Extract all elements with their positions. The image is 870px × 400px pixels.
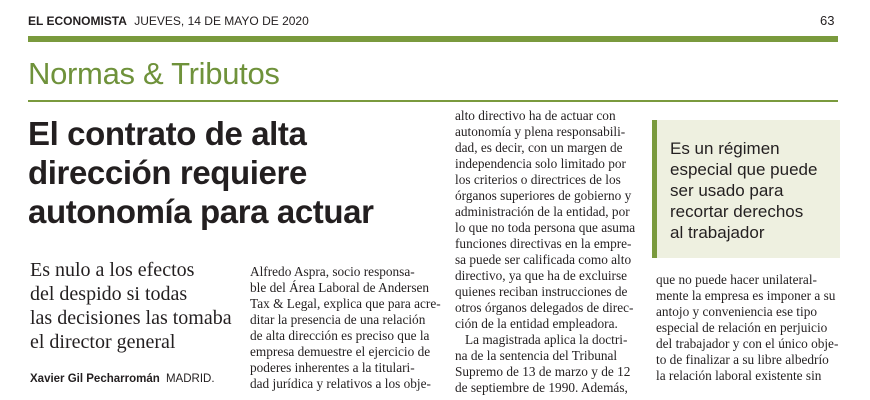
column-line: especial de relación en perjuicio xyxy=(656,320,828,335)
column-line: poderes inherentes a la titulari- xyxy=(250,360,415,375)
article-column-3 xyxy=(656,272,840,384)
page-number: 63 xyxy=(820,13,835,28)
headline-line: autonomía para actuar xyxy=(28,193,374,230)
column-line: empresa demuestre el ejercicio de xyxy=(250,344,431,359)
column-line: mente la empresa es imponer a su xyxy=(656,288,836,303)
header-rule xyxy=(28,36,838,42)
page-header xyxy=(28,14,309,28)
pull-quote-text xyxy=(670,138,817,243)
headline xyxy=(28,114,428,231)
column-line: sa puede ser calificada como alto xyxy=(455,252,632,267)
headline-line: dirección requiere xyxy=(28,154,307,191)
subheadline-line: Es nulo a los efectos xyxy=(30,259,195,281)
column-line: ción de la entidad empleadora. xyxy=(455,316,618,331)
publication-date: JUEVES, 14 DE MAYO DE 2020 xyxy=(134,14,309,28)
byline-author: Xavier Gil Pecharromán xyxy=(30,373,160,385)
column-line: administración de la entidad, por xyxy=(455,204,630,219)
pull-quote-line: recortar derechos xyxy=(670,202,804,221)
column-line: autonomía y plena responsabili- xyxy=(455,124,626,139)
subheadline xyxy=(30,258,240,354)
column-line: antojo y conveniencia ese tipo xyxy=(656,304,817,319)
column-line: otros órganos delegados de direc- xyxy=(455,300,634,315)
pull-quote-line: ser usado para xyxy=(670,181,784,200)
column-line: to de finalizar a su libre albedrío xyxy=(656,352,829,367)
column-line: ditar la presencia de una relación xyxy=(250,312,426,327)
pull-quote-line: al trabajador xyxy=(670,223,765,242)
column-line: ble del Área Laboral de Andersen xyxy=(250,280,430,295)
subheadline-line: las decisiones las tomaba xyxy=(30,307,232,329)
pull-quote xyxy=(652,120,840,258)
subheadline-line: el director general xyxy=(30,331,176,353)
column-line: directivo, ya que ha de excluirse xyxy=(455,268,628,283)
column-line: del trabajador y con el único obje- xyxy=(656,336,839,351)
pull-quote-bar xyxy=(652,120,657,258)
column-line: Tax & Legal, explica que para acre- xyxy=(250,296,441,311)
column-line: órganos superiores de gobierno y xyxy=(455,188,632,203)
column-line: de septiembre de 1990. Además, xyxy=(455,380,628,395)
byline-place: MADRID. xyxy=(165,373,215,385)
column-line: Supremo de 13 de marzo y de 12 xyxy=(455,364,631,379)
column-line: independencia solo limitado por xyxy=(455,156,626,171)
column-line: Alfredo Aspra, socio responsa- xyxy=(250,264,415,279)
publication-name: EL ECONOMISTA xyxy=(28,14,127,28)
section-title: Normas & Tributos xyxy=(28,56,280,91)
column-line: los criterios o directrices de los xyxy=(455,172,621,187)
column-line: que no puede hacer unilateral- xyxy=(656,272,817,287)
column-line: La magistrada aplica la doctri- xyxy=(455,332,628,347)
section-rule xyxy=(28,100,838,102)
column-line: de alta dirección es preciso que la xyxy=(250,328,430,343)
pull-quote-line: Es un régimen xyxy=(670,139,780,158)
column-line: lo que no toda persona que asuma xyxy=(455,220,636,235)
subheadline-line: del despido si todas xyxy=(30,283,188,305)
column-line: dad jurídica y relativos a los obje- xyxy=(250,376,431,391)
column-line: dad, es decir, con un margen de xyxy=(455,140,623,155)
byline xyxy=(30,372,215,386)
column-line: alto directivo ha de actuar con xyxy=(455,108,616,123)
column-line: funciones directivas en la empre- xyxy=(455,236,632,251)
column-line: na de la sentencia del Tribunal xyxy=(455,348,618,363)
column-line: la relación laboral existente sin xyxy=(656,368,822,383)
pull-quote-line: especial que puede xyxy=(670,160,818,179)
column-line: quienes reciban instrucciones de xyxy=(455,284,628,299)
article-column-2 xyxy=(455,108,643,396)
headline-line: El contrato de alta xyxy=(28,115,307,152)
article-column-1 xyxy=(250,264,441,392)
